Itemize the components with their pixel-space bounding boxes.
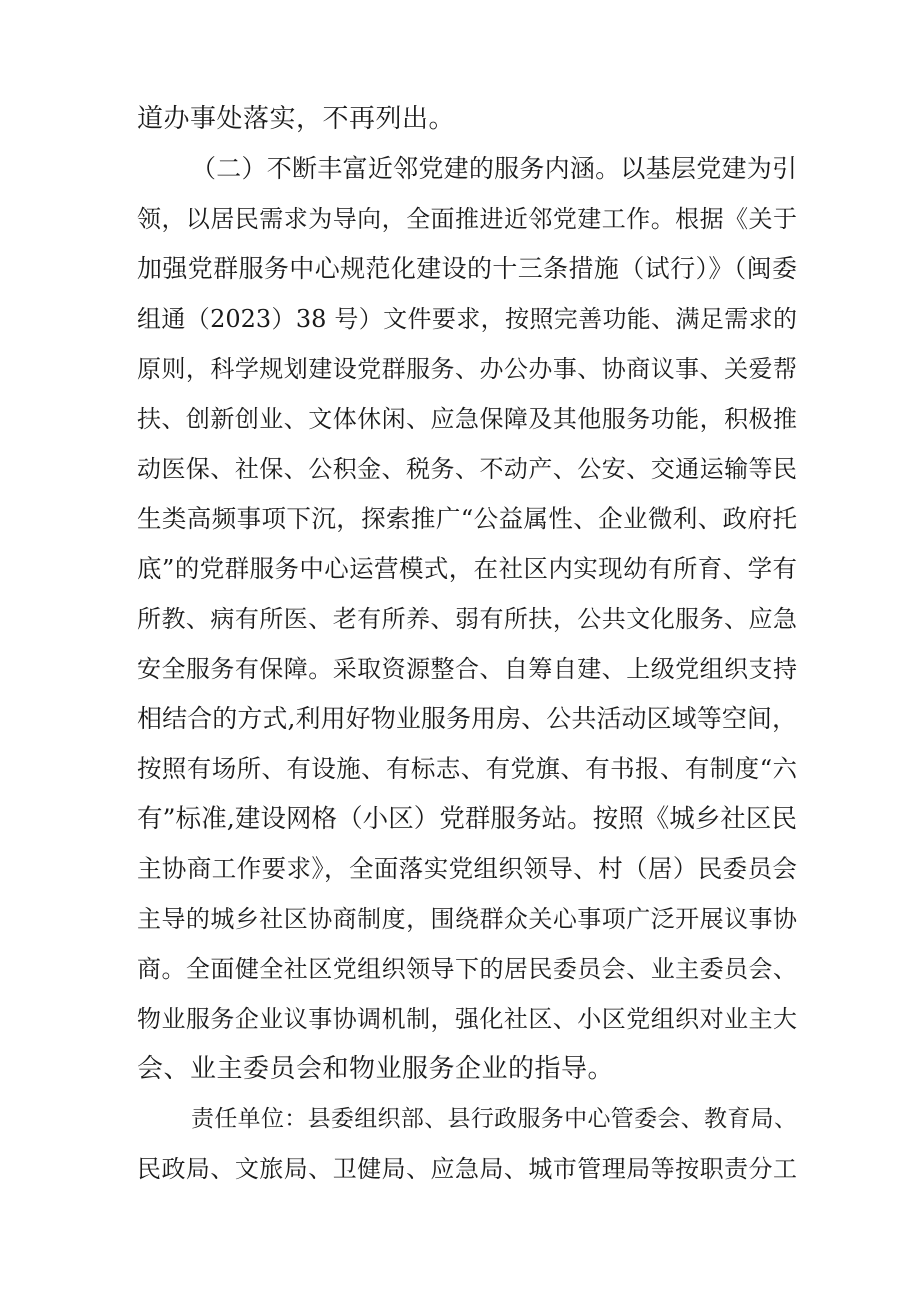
text-line: 底”的党群服务中心运营模式，在社区内实现幼有所育、学有 (137, 554, 797, 583)
text-line: 责任单位：县委组织部、县行政服务中心管委会、教育局、 (191, 1106, 797, 1132)
text-line: 民政局、文旅局、卫健局、应急局、城市管理局等按职责分工 (137, 1155, 797, 1183)
text-line: 会、业主委员会和物业服务企业的指导。 (137, 1054, 615, 1084)
text-line: 按照有场所、有设施、有标志、有党旗、有书报、有制度“六 (137, 754, 797, 783)
text-line: 有”标准,建设网格（小区）党群服务站。按照《城乡社区民 (137, 804, 797, 834)
text-line: 主协商工作要求》，全面落实党组织领导、村（居）民委员会 (137, 854, 797, 883)
text-line: 主导的城乡社区协商制度，围绕群众关心事项广泛开展议事协 (137, 905, 797, 933)
text-line: 物业服务企业议事协调机制，强化社区、小区党组织对业主大 (137, 1005, 797, 1033)
text-line: 商。全面健全社区党组织领导下的居民委员会、业主委员会、 (137, 955, 797, 983)
text-line: 道办事处落实，不再列出。 (137, 104, 456, 134)
text-line: 加强党群服务中心规范化建设的十三条措施（试行）》（闽委 (137, 254, 797, 283)
text-line: 扶、创新创业、文体休闲、应急保障及其他服务功能，积极推 (137, 405, 797, 433)
text-line: 组通（2023）38 号）文件要求，按照完善功能、满足需求的 (137, 305, 797, 333)
text-line: 安全服务有保障。采取资源整合、自筹自建、上级党组织支持 (137, 655, 797, 683)
text-line: （二）不断丰富近邻党建的服务内涵。以基层党建为引 (191, 154, 797, 183)
text-line: 相结合的方式,利用好物业服务用房、公共活动区域等空间， (137, 704, 797, 733)
text-line: 生类高频事项下沉，探索推广“公益属性、企业微利、政府托 (137, 504, 797, 533)
text-line: 领，以居民需求为导向，全面推进近邻党建工作。根据《关于 (137, 205, 797, 233)
text-line: 所教、病有所医、老有所养、弱有所扶，公共文化服务、应急 (137, 605, 797, 633)
text-line: 动医保、社保、公积金、税务、不动产、公安、交通运输等民 (137, 455, 797, 483)
text-line: 原则，科学规划建设党群服务、办公办事、协商议事、关爱帮 (137, 355, 797, 383)
